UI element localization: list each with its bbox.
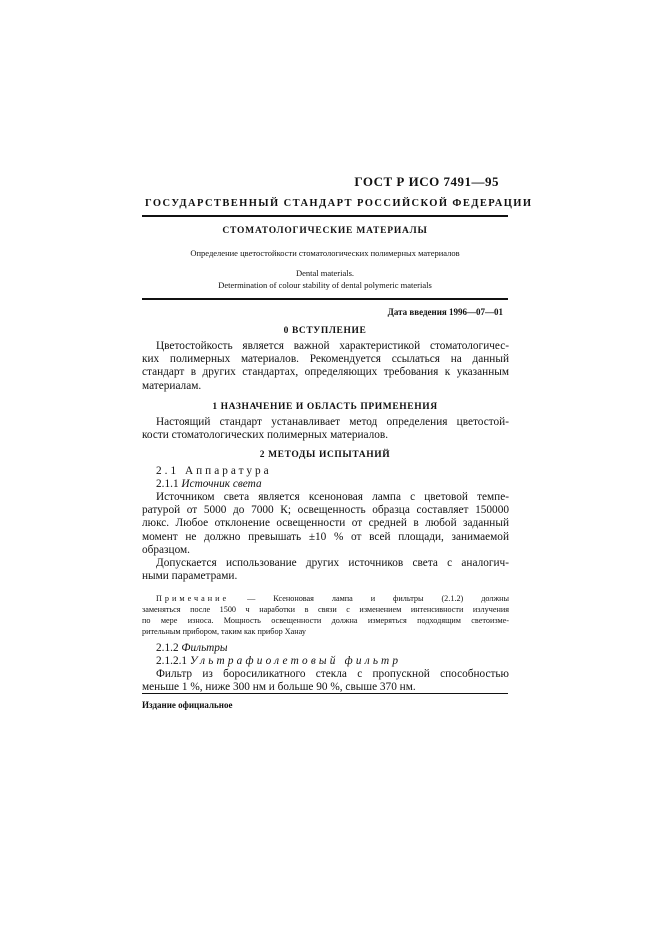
section-heading-1: 1 НАЗНАЧЕНИЕ И ОБЛАСТЬ ПРИМЕНЕНИЯ	[212, 402, 438, 412]
uv-filter-paragraph	[142, 668, 509, 694]
note-line: заменяться после 1500 ч наработки в связи с изменением интенсивности излучения	[142, 605, 509, 614]
subsection-number: 2.1.1	[156, 478, 179, 490]
paragraph-line: материалам.	[142, 379, 202, 392]
paragraph-line: ными параметрами.	[142, 570, 238, 583]
document-subtitle: Определение цветостойкости стоматологических полимерных материалов	[190, 248, 460, 258]
header-rule	[142, 215, 508, 217]
paragraph-line: момент не должно превышать ±10 % от всей площади, занимаемой	[142, 530, 509, 543]
section-heading-0: 0 ВСТУПЛЕНИЕ	[283, 326, 367, 336]
section-1-paragraph	[142, 416, 509, 442]
subsection-number: 2.1.2	[156, 642, 179, 654]
subsection-2-1: 2.1 Аппаратура	[156, 465, 272, 477]
paragraph-line: кости стоматологических полимерных материалов.	[142, 429, 389, 442]
paragraph-line: люкс. Любое отклонение освещенности от средней в любой заданный	[142, 517, 509, 530]
paragraph-line: стандарт в других стандартах, определяющих требования к указанным	[142, 366, 509, 379]
paragraph-line: образцом.	[142, 543, 190, 556]
note-line: по мере износа. Мощность освещенности должна измеряться подходящим светоизме-	[142, 616, 509, 625]
edition-label: Издание официальное	[142, 700, 233, 710]
paragraph-line: ратурой от 5000 до 7000 К; освещенность образца составляет 150000	[142, 504, 509, 517]
note-label: Примечание	[156, 594, 230, 603]
subsection-title: Источник света	[181, 478, 262, 490]
document-title-en: Dental materials.	[295, 268, 355, 278]
subsection-number: 2.1.2.1	[156, 655, 188, 667]
note-line	[142, 593, 509, 604]
paragraph-line: Цветостойкость является важной характеристикой стоматологичес-	[156, 340, 509, 352]
section-0-paragraph	[142, 340, 509, 393]
document-title: СТОМАТОЛОГИЧЕСКИЕ МАТЕРИАЛЫ	[222, 226, 428, 236]
paragraph-line: Источником света является ксеноновая лампа с цветовой темпе-	[156, 491, 509, 503]
subsection-2-1-2-1	[156, 655, 401, 667]
subsection-2-1-1	[156, 478, 262, 490]
paragraph-line: Настоящий стандарт устанавливает метод определения цветостой-	[156, 416, 509, 428]
note-block	[142, 593, 509, 637]
intro-date: Дата введения 1996—07—01	[387, 307, 503, 317]
document-subtitle-en: Determination of colour stability of dental polymeric materials	[218, 280, 432, 290]
footer-rule	[142, 693, 508, 694]
note-text: — Ксеноновая лампа и фильтры (2.1.2) должны	[247, 594, 509, 603]
paragraph-line: Фильтр из боросиликатного стекла с пропускной способностью	[156, 668, 509, 680]
subsection-title: Ультрафиолетовый фильтр	[189, 655, 402, 667]
standard-number: ГОСТ Р ИСО 7491—95	[354, 174, 499, 189]
subsection-title: Фильтры	[181, 642, 228, 654]
light-source-paragraph	[142, 491, 509, 557]
paragraph-line: меньше 1 %, ниже 300 нм и больше 90 %, свыше 370 нм.	[142, 681, 416, 694]
subsection-2-1-2	[156, 642, 228, 654]
section-heading-2: 2 МЕТОДЫ ИСПЫТАНИЙ	[259, 450, 391, 460]
paragraph-line: Допускается использование других источников света с аналогич-	[156, 557, 509, 569]
note-line: рительным прибором, таким как прибор Ханау	[142, 627, 306, 636]
paragraph-line: ких полимерных материалов. Рекомендуется ссылаться на данный	[142, 353, 509, 366]
title-rule	[142, 298, 508, 300]
standard-type: ГОСУДАРСТВЕННЫЙ СТАНДАРТ РОССИЙСКОЙ ФЕДЕРАЦИИ	[145, 198, 533, 209]
alternative-sources-paragraph	[142, 557, 509, 583]
